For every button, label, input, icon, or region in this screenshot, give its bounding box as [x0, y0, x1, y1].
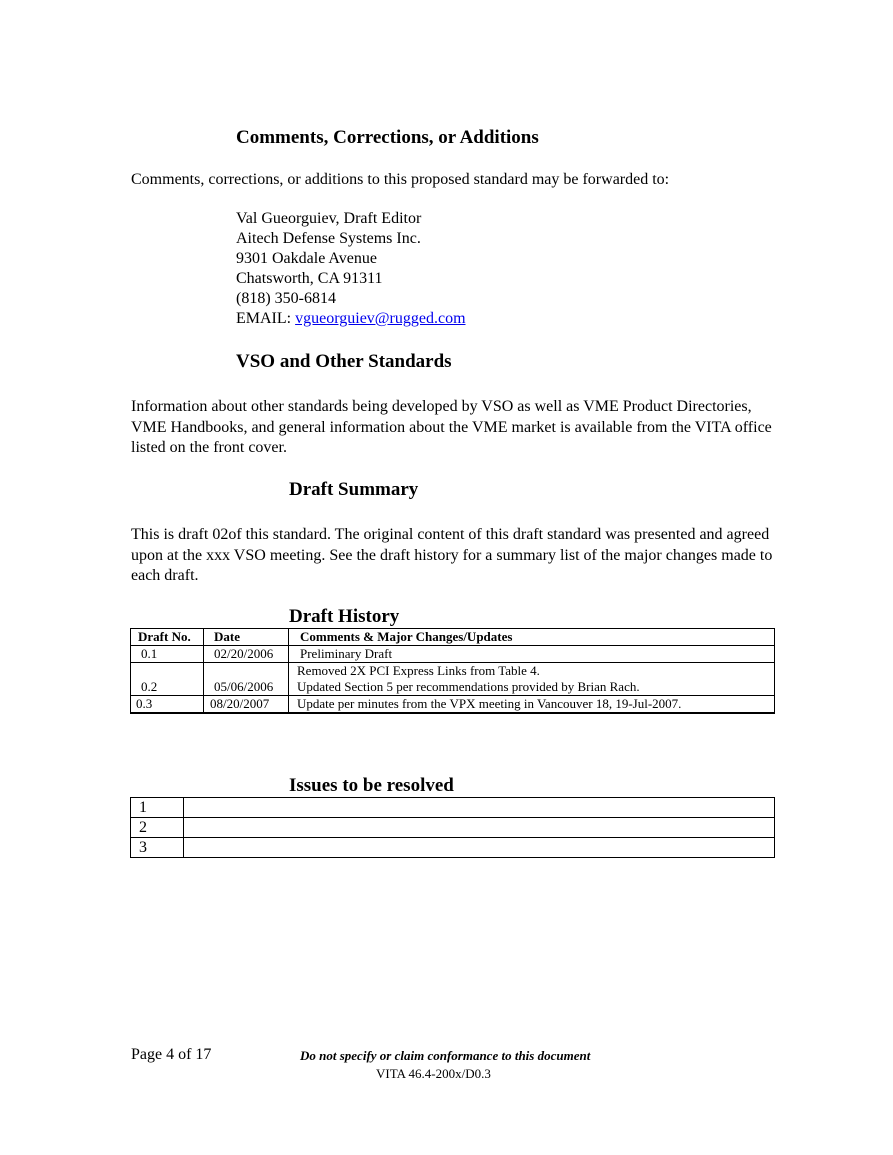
table-row: [131, 838, 775, 858]
vso-heading: VSO and Other Standards: [236, 351, 452, 372]
column-header: Comments & Major Changes/Updates: [289, 629, 775, 646]
column-header: Draft No.: [131, 629, 204, 646]
issue-number: 1: [131, 798, 184, 818]
draft-history-heading: Draft History: [289, 606, 400, 627]
issues-table: [130, 797, 775, 858]
page-number: Page 4 of 17: [131, 1046, 212, 1063]
draft-no-cell: [131, 713, 204, 714]
table-row: [131, 713, 775, 714]
draft-no-cell: 0.2: [131, 663, 204, 696]
address-line: Val Gueorguiev, Draft Editor: [236, 210, 422, 227]
date-cell: 08/20/2007: [204, 696, 289, 713]
date-cell: [204, 713, 289, 714]
draft-summary-heading: Draft Summary: [289, 479, 419, 500]
comments-cell: [289, 663, 775, 696]
issue-number: 2: [131, 818, 184, 838]
address-line: 9301 Oakdale Avenue: [236, 250, 377, 267]
issue-text: [184, 798, 775, 818]
vso-text: Information about other standards being developed by VSO as well as VME Product Directories, VME Handbooks, and general information about the VME market is available from the VITA office listed on the front cover.: [131, 398, 772, 456]
table-row: [131, 696, 775, 713]
comments-cell: [289, 713, 775, 714]
issues-heading: Issues to be resolved: [289, 775, 454, 796]
draft-no-cell: 0.1: [131, 646, 204, 663]
comments-intro: Comments, corrections, or additions to this proposed standard may be forwarded to:: [131, 171, 670, 188]
draft-history-table: [130, 628, 775, 714]
comment-line: Removed 2X PCI Express Links from Table 4.: [297, 663, 540, 678]
comments-heading: Comments, Corrections, or Additions: [236, 127, 539, 148]
address-line: Chatsworth, CA 91311: [236, 270, 383, 287]
comments-cell: Preliminary Draft: [289, 646, 775, 663]
address-line: (818) 350-6814: [236, 290, 336, 307]
date-cell: 02/20/2006: [204, 646, 289, 663]
issue-text: [184, 838, 775, 858]
editor-address: [236, 209, 466, 329]
column-header: Date: [204, 629, 289, 646]
table-header-row: [131, 629, 775, 646]
table-row: [131, 798, 775, 818]
document-id: VITA 46.4-200x/D0.3: [376, 1066, 491, 1081]
conformance-note: Do not specify or claim conformance to this document: [300, 1048, 591, 1063]
email-link[interactable]: vgueorguiev@rugged.com: [295, 310, 466, 327]
date-cell: 05/06/2006: [204, 663, 289, 696]
table-row: [131, 663, 775, 696]
draft-no-cell: 0.3: [131, 696, 204, 713]
table-row: [131, 818, 775, 838]
email-line: [236, 309, 466, 329]
issue-number: 3: [131, 838, 184, 858]
comments-cell: Update per minutes from the VPX meeting in Vancouver 18, 19-Jul-2007.: [289, 696, 775, 713]
address-line: Aitech Defense Systems Inc.: [236, 230, 421, 247]
email-label: EMAIL:: [236, 310, 296, 327]
draft-summary-text: This is draft 02of this standard. The original content of this draft standard was presented and agreed upon at the xxx VSO meeting. See the draft history for a summary list of the major changes made to each draft.: [131, 526, 773, 584]
issue-text: [184, 818, 775, 838]
table-row: [131, 646, 775, 663]
comment-line: Updated Section 5 per recommendations provided by Brian Rach.: [297, 679, 640, 694]
